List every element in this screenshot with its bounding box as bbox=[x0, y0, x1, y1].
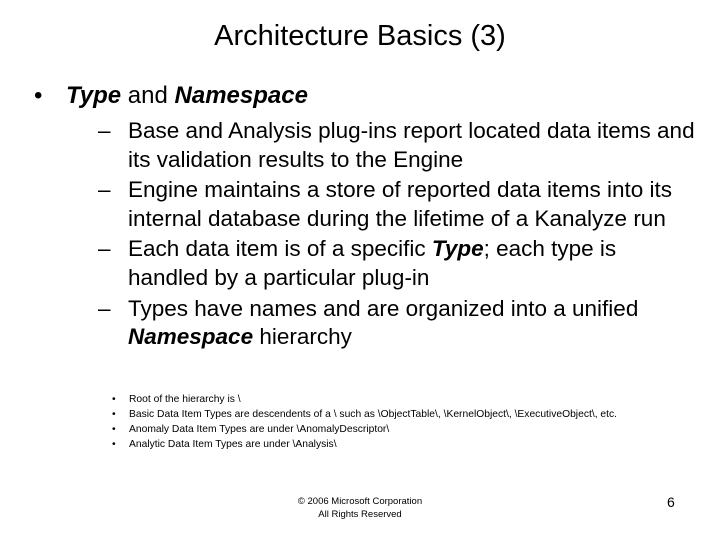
page-number: 6 bbox=[667, 494, 675, 510]
rights-line: All Rights Reserved bbox=[318, 509, 402, 520]
sub-bullet-item bbox=[98, 117, 698, 174]
bullet-marker: • bbox=[112, 394, 116, 405]
sub-bullet-text: ; each type is handled by a particular plug-in bbox=[128, 236, 617, 290]
detail-bullet-list bbox=[112, 394, 702, 454]
sub-bullet-text: Engine maintains a store of reported data items into its internal database during the lifetime of a Kanalyze run bbox=[128, 177, 673, 231]
dash-marker: – bbox=[98, 236, 111, 262]
sub-bullet-text: Each data item is of a specific bbox=[128, 236, 432, 262]
bullet-marker: • bbox=[112, 409, 116, 420]
sub-bullet-text: Namespace bbox=[128, 324, 254, 350]
dash-marker: – bbox=[98, 118, 111, 143]
sub-bullet-item bbox=[98, 176, 698, 233]
bullet-text-run: Namespace bbox=[174, 82, 308, 109]
bullet-type-namespace bbox=[34, 82, 308, 110]
copyright-footer bbox=[260, 495, 460, 521]
dash-marker: – bbox=[98, 295, 111, 321]
detail-bullet-text: Analytic Data Item Types are under \Analysis\ bbox=[129, 439, 337, 450]
sub-bullet-item bbox=[98, 295, 698, 352]
bullet-marker: • bbox=[112, 439, 116, 450]
detail-bullet-text: Basic Data Item Types are descendents of a \ such as \ObjectTable\, \KernelObject\, \ExecutiveObject\, etc. bbox=[129, 409, 618, 420]
detail-bullet-item bbox=[112, 409, 702, 421]
sub-bullet-list bbox=[98, 117, 698, 354]
bullet-text-run: Type bbox=[66, 82, 122, 109]
sub-bullet-text: Base and Analysis plug-ins report located data items and its validation results to the Engine bbox=[128, 118, 695, 172]
detail-bullet-item bbox=[112, 394, 702, 406]
detail-bullet-item bbox=[112, 439, 702, 451]
sub-bullet-text: Type bbox=[431, 236, 484, 262]
bullet-marker: • bbox=[34, 82, 43, 109]
copyright-line: © 2006 Microsoft Corporation bbox=[297, 496, 423, 507]
bullet-text-run: and bbox=[121, 82, 175, 109]
bullet-marker: • bbox=[112, 424, 116, 435]
sub-bullet-text: Types have names and are organized into a unified bbox=[128, 295, 639, 321]
detail-bullet-text: Root of the hierarchy is \ bbox=[129, 394, 241, 405]
dash-marker: – bbox=[98, 177, 111, 203]
sub-bullet-item bbox=[98, 235, 698, 292]
detail-bullet-item bbox=[112, 424, 702, 436]
slide-title: Architecture Basics (3) bbox=[214, 20, 506, 52]
detail-bullet-text: Anomaly Data Item Types are under \AnomalyDescriptor\ bbox=[129, 424, 390, 435]
sub-bullet-text: hierarchy bbox=[253, 324, 352, 350]
